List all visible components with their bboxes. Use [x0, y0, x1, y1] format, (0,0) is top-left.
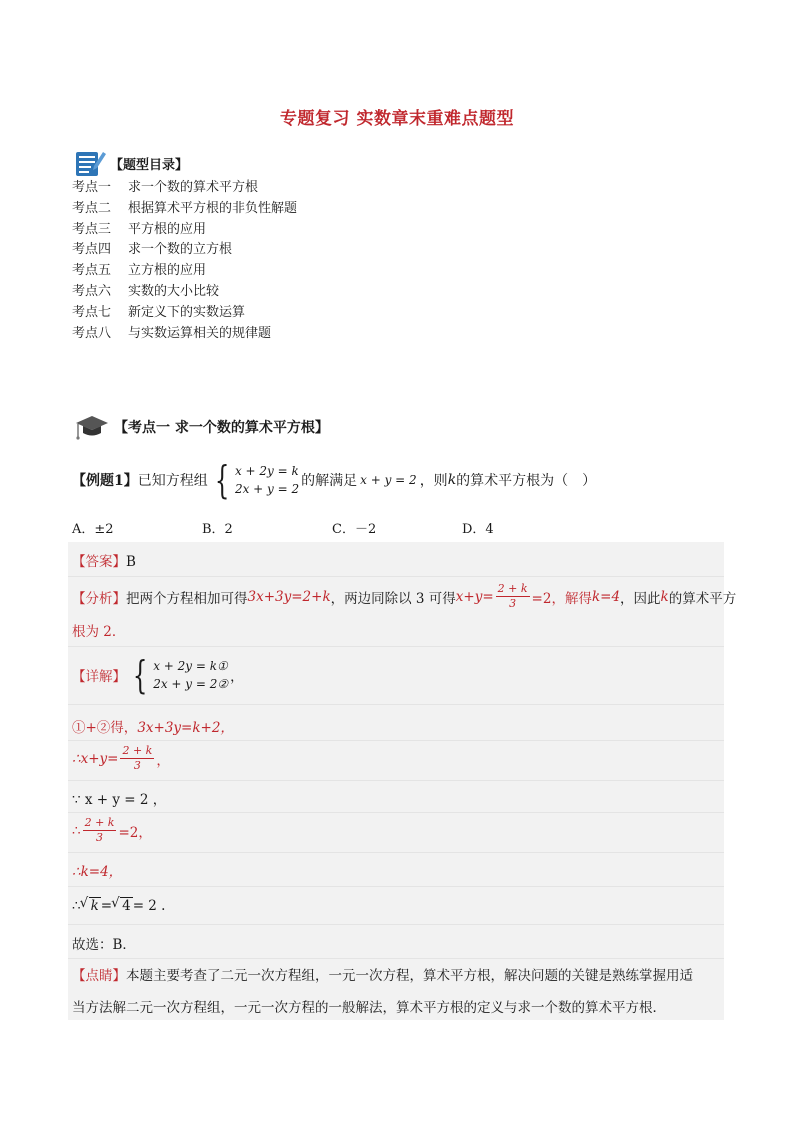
toc-key: 考点四 — [72, 242, 112, 258]
fraction-denominator: 3 — [133, 759, 141, 772]
toc-list — [72, 178, 297, 344]
page-title: 专题复习 实数章末重难点题型 — [280, 109, 514, 129]
step-3: ∵ x + y = 2 ， — [72, 792, 167, 808]
toc-text: 新定义下的实数运算 — [128, 304, 246, 320]
step-6 — [72, 897, 165, 914]
toc-text: 立方根的应用 — [128, 263, 207, 279]
section-header — [74, 412, 329, 442]
analysis-text: 把两个方程相加可得 — [126, 590, 248, 607]
analysis-text: 的算术平方 — [668, 590, 737, 607]
toc-key: 考点六 — [72, 283, 112, 299]
divider — [68, 958, 724, 959]
section-title: 【考点一 求一个数的算术平方根】 — [114, 420, 329, 436]
step-text: ∴ — [72, 822, 81, 839]
toc-key: 考点二 — [72, 200, 112, 216]
equation-system — [128, 653, 229, 697]
toc-item — [72, 199, 297, 220]
fraction — [496, 582, 530, 611]
step-1 — [72, 716, 234, 736]
divider — [68, 704, 724, 705]
comment-text: 本题主要考查了二元一次方程组，一元一次方程，算术平方根，解决问题的关键是熟练掌握用适 — [126, 968, 693, 984]
variable-k: k — [447, 472, 457, 488]
toc-key: 考点八 — [72, 325, 112, 341]
comma: ， — [230, 669, 244, 685]
toc-text: 求一个数的算术平方根 — [128, 180, 259, 195]
graduation-cap-icon — [74, 413, 110, 441]
toc-text: 求一个数的立方根 — [128, 242, 233, 258]
brace: { — [132, 653, 148, 697]
step-text: ， — [156, 752, 170, 769]
example-label: 【例题1】 — [72, 473, 138, 489]
step-text: =2， — [118, 824, 152, 841]
toc-item — [72, 324, 297, 345]
equation-2: 2x + y = 2② — [153, 677, 229, 691]
toc-key: 考点五 — [72, 263, 112, 279]
brace: { — [214, 458, 230, 502]
step-text: ∴x+y= — [72, 750, 119, 767]
fraction-numerator: 2 + k — [497, 582, 528, 595]
step-2 — [72, 744, 170, 773]
step-text: = — [100, 897, 113, 914]
example-question — [72, 458, 597, 502]
choice-list — [72, 518, 592, 537]
toc-item — [72, 261, 297, 282]
question-text: 已知方程组 — [137, 473, 208, 489]
detail-label: 【详解】 — [72, 669, 126, 685]
divider — [68, 646, 724, 647]
fraction-denominator: 3 — [96, 831, 104, 844]
fraction-numerator: 2 + k — [122, 744, 153, 757]
step-text: ①+②得， — [72, 720, 138, 736]
fraction-denominator: 3 — [509, 597, 517, 610]
equation-1: x + 2y = k — [234, 464, 299, 478]
equation-1: x + 2y = k① — [153, 659, 228, 673]
step-text: = 2 . — [132, 897, 166, 914]
divider — [68, 812, 724, 813]
analysis-text: =2，解得 — [531, 590, 592, 607]
toc-text: 与实数运算相关的规律题 — [128, 325, 272, 341]
analysis-text: ，因此 — [620, 590, 661, 607]
toc-text: 实数的大小比较 — [128, 283, 220, 299]
toc-item — [72, 303, 297, 324]
sqrt-4: √ 4 — [120, 897, 133, 914]
choice-d: D．4 — [462, 522, 494, 537]
toc-text: 根据算术平方根的非负性解题 — [128, 200, 298, 216]
sqrt-k: √ k — [89, 897, 101, 914]
detail-line — [72, 653, 244, 697]
analysis-equation: k=4 — [591, 588, 621, 605]
toc-item — [72, 178, 297, 199]
divider — [68, 576, 724, 577]
condition: x + y = 2 — [360, 473, 417, 487]
variable-k: k — [660, 588, 669, 605]
divider — [68, 924, 724, 925]
question-text: 的算术平方根为（ ） — [456, 473, 597, 489]
notepad-pencil-icon — [74, 148, 106, 178]
analysis-line-2: 根为 2． — [72, 624, 126, 640]
question-text: ，则 — [419, 473, 448, 489]
analysis-equation: 3x+3y=2+k — [247, 588, 331, 605]
step-equation: 3x+3y=k+2， — [137, 720, 234, 736]
step-5: ∴k=4， — [72, 864, 123, 880]
choice-b: B．2 — [202, 522, 233, 537]
toc-key: 考点七 — [72, 304, 112, 320]
step-text: ∴ — [72, 897, 81, 914]
toc-item — [72, 220, 297, 241]
step-4 — [72, 816, 152, 845]
choice-a: A．±2 — [72, 522, 114, 537]
answer-value: B — [126, 554, 136, 570]
divider — [68, 740, 724, 741]
equation-system — [210, 458, 300, 502]
analysis-text: ，两边同除以 3 可得 — [330, 590, 456, 607]
toc-key: 考点三 — [72, 221, 112, 237]
toc-header — [74, 147, 188, 179]
answer-label: 【答案】 — [72, 554, 126, 570]
divider — [68, 780, 724, 781]
analysis-label: 【分析】 — [72, 590, 126, 607]
comment-line-2: 当方法解二元一次方程组，一元一次方程的一般解法，算术平方根的定义与求一个数的算术平方根． — [72, 1000, 666, 1016]
toc-text: 平方根的应用 — [128, 221, 207, 237]
fraction — [83, 816, 117, 845]
analysis-equation: x+y= — [455, 588, 494, 605]
choose-line: 故选：B． — [72, 937, 136, 953]
fraction — [120, 744, 154, 773]
analysis-line — [72, 582, 736, 611]
divider — [68, 886, 724, 887]
comment-label: 【点睛】 — [72, 968, 126, 984]
toc-key: 考点一 — [72, 180, 112, 195]
equation-2: 2x + y = 2 — [234, 482, 300, 496]
toc-header-label: 【题型目录】 — [110, 157, 189, 173]
toc-item — [72, 240, 297, 261]
divider — [68, 852, 724, 853]
question-text: 的解满足 — [301, 473, 358, 489]
answer-line — [72, 550, 136, 570]
fraction-numerator: 2 + k — [84, 816, 115, 829]
toc-item — [72, 282, 297, 303]
choice-c: C．－2 — [332, 522, 377, 537]
solution-block — [68, 542, 724, 1020]
comment-line-1 — [72, 964, 693, 984]
